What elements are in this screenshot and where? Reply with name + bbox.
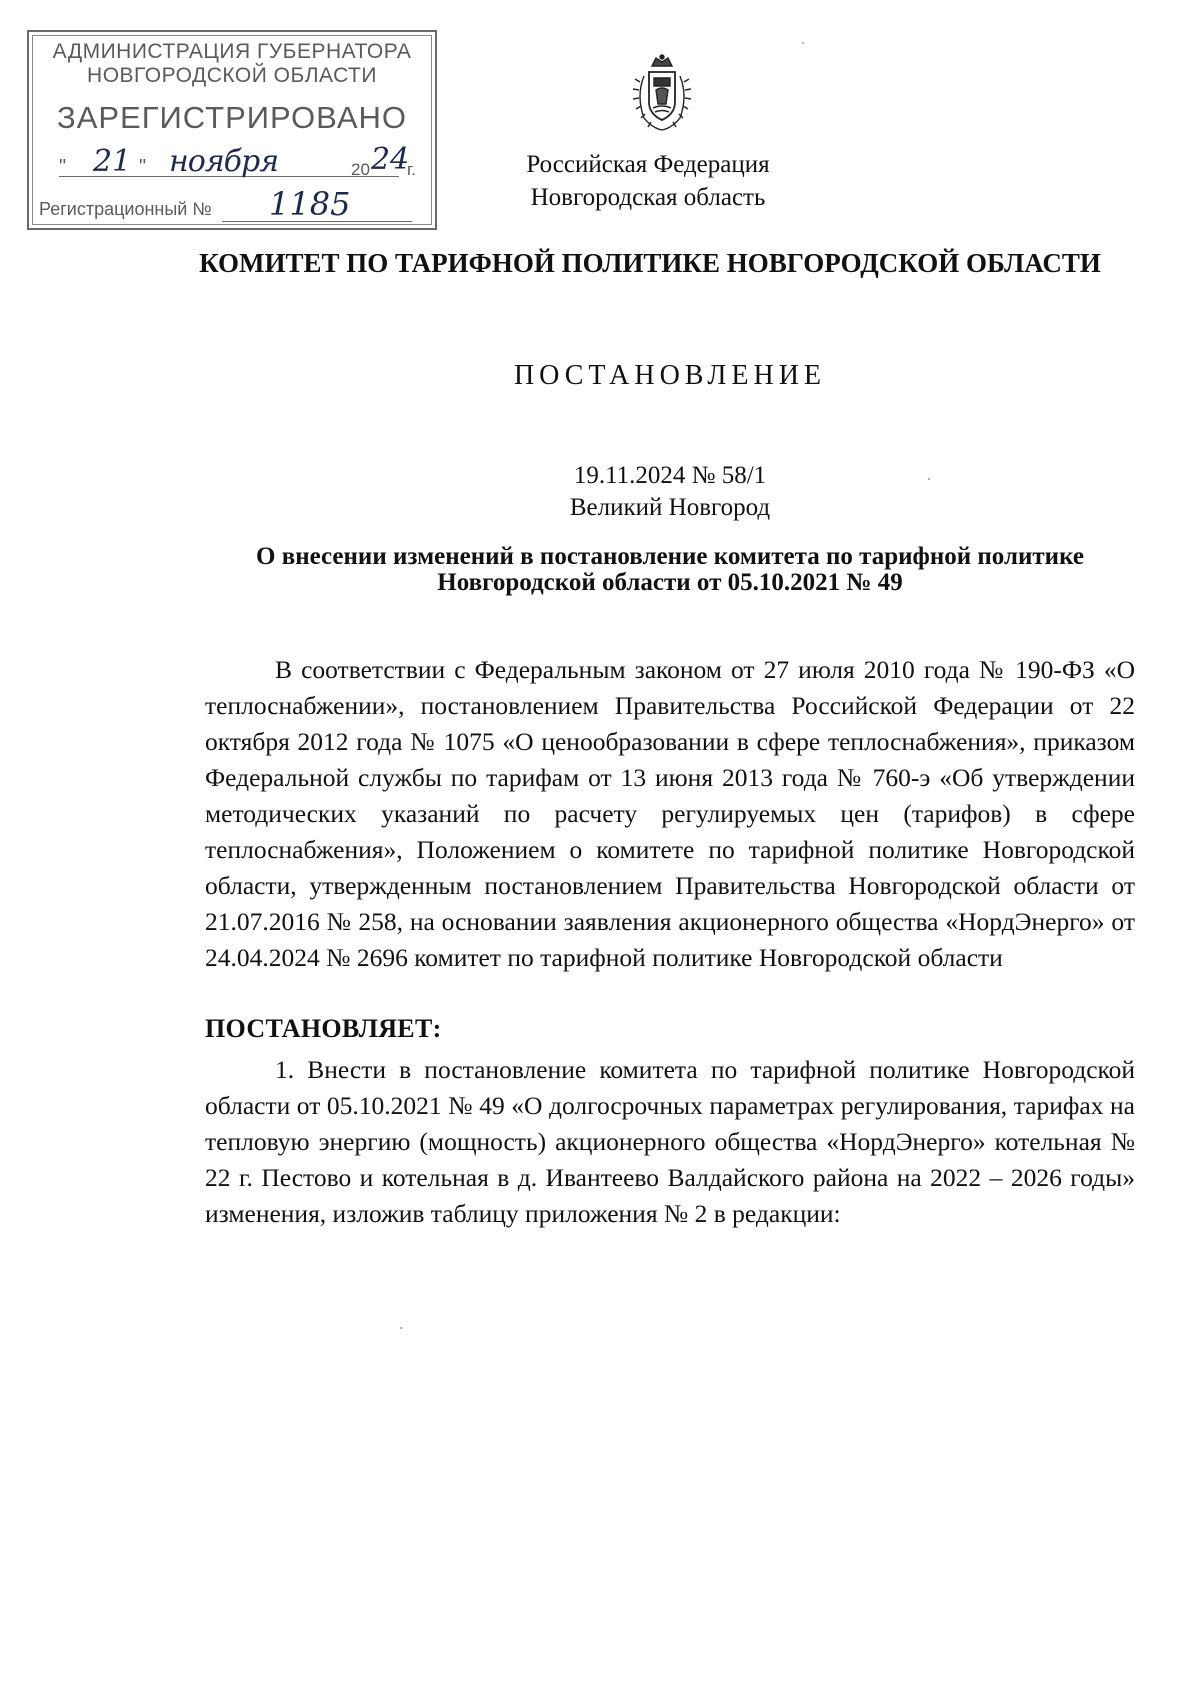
scan-speck <box>928 478 930 480</box>
stamp-org-line-2: НОВГОРОДСКОЙ ОБЛАСТИ <box>87 64 377 87</box>
stamp-year-unit: г. <box>407 160 416 179</box>
region-name: Новгородская область <box>530 184 766 211</box>
resolves-heading: ПОСТАНОВЛЯЕТ: <box>205 1014 442 1043</box>
stamp-year-prefix: 20 <box>351 160 370 179</box>
country-name: Российская Федерация <box>526 151 770 178</box>
stamp-year-handwritten: 24 <box>371 142 410 177</box>
scan-speck <box>802 42 804 44</box>
stamp-day-handwritten: 21 <box>93 144 132 179</box>
preamble-paragraph: В соответствии с Федеральным законом от 27 июля 2010 года № 190-ФЗ «О теплоснабжении», постановлением Правительства Российской Федерации от 22 октября 2012 года № 1075 «О ценообразовании в сфере теплоснабжения», приказом Федеральной службы по тарифам от 13 июня 2013 года № 760-э «Об утверждении методических указаний по расчету регулируемых цен (тарифов) в сфере теплоснабжения», Положением о комитете по тарифной политике Новгородской области, утвержденным постановлением Правительства Новгородской области от 21.07.2016 № 258, на основании заявления акционерного общества «НордЭнерго» от 24.04.2024 № 2696 комитет по тарифной политике Новгородской области <box>205 655 1135 972</box>
document-city: Великий Новгород <box>569 494 771 521</box>
stamp-status: ЗАРЕГИСТРИРОВАНО <box>56 100 407 135</box>
coat-of-arms-icon <box>630 52 694 134</box>
stamp-reg-number-handwritten: 1185 <box>269 185 351 223</box>
document-date-number: 19.11.2024 № 58/1 <box>573 462 767 489</box>
stamp-month-handwritten: ноября <box>169 144 279 179</box>
document-subject: О внесении изменений в постановление комитета по тарифной политике Новгородской области от 05.10.2021 № 49 <box>256 543 1084 596</box>
stamp-org-line-1: АДМИНИСТРАЦИЯ ГУБЕРНАТОРА <box>52 40 412 63</box>
scan-speck <box>400 1327 402 1329</box>
clause-1-paragraph: 1. Внести в постановление комитета по тарифной политике Новгородской области от 05.10.2021 № 49 «О долгосрочных параметрах регулирования, тарифах на тепловую энергию (мощность) акционерного общества «НордЭнерго» котельная № 22 г. Пестово и котельная в д. Ивантеево Валдайского района на 2022 – 2026 годы» изменения, изложив таблицу приложения № 2 в редакции: <box>205 1055 1135 1228</box>
document-type: ПОСТАНОВЛЕНИЕ <box>513 360 827 391</box>
stamp-quote-close: " <box>139 156 147 178</box>
committee-title: КОМИТЕТ ПО ТАРИФНОЙ ПОЛИТИКЕ НОВГОРОДСКОЙ ОБЛАСТИ <box>199 248 1101 278</box>
stamp-reg-label: Регистрационный № <box>39 199 212 219</box>
stamp-quote-open: " <box>59 156 67 178</box>
